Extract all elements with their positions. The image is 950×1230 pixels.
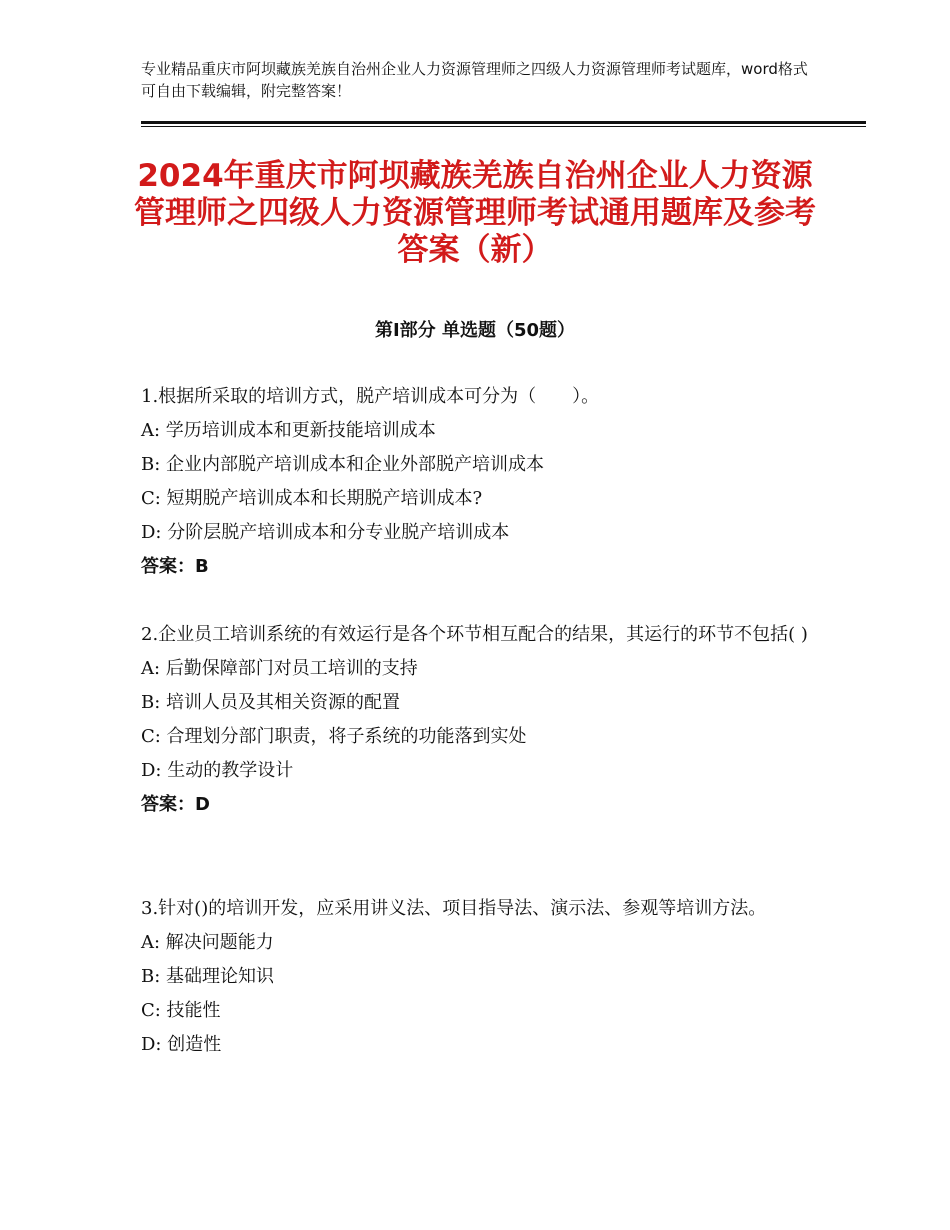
option-b: B: 培训人员及其相关资源的配置 — [141, 692, 401, 713]
option-c: C: 短期脱产培训成本和长期脱产培训成本? — [141, 488, 483, 509]
question-stem: 2.企业员工培训系统的有效运行是各个环节相互配合的结果，其运行的环节不包括( ) — [141, 624, 808, 645]
header-rule-thin — [141, 126, 866, 127]
question-stem: 1.根据所采取的培训方式，脱产培训成本可分为（ ）。 — [141, 386, 600, 407]
answer: 答案：D — [141, 794, 210, 815]
question-stem: 3.针对()的培训开发，应采用讲义法、项目指导法、演示法、参观等培训方法。 — [141, 898, 767, 919]
section-heading: 第Ⅰ部分 单选题（50题） — [374, 320, 575, 341]
question-3 — [141, 892, 811, 1062]
option-a: A: 后勤保障部门对员工培训的支持 — [141, 658, 418, 679]
question-1 — [141, 380, 811, 584]
header-note: 专业精品重庆市阿坝藏族羌族自治州企业人力资源管理师之四级人力资源管理师考试题库，word格式可自由下载编辑，附完整答案！ — [141, 60, 808, 100]
option-c: C: 合理划分部门职责，将子系统的功能落到实处 — [141, 726, 527, 747]
header-rule-thick — [141, 121, 866, 124]
question-2 — [141, 618, 811, 822]
option-a: A: 学历培训成本和更新技能培训成本 — [141, 420, 436, 441]
answer: 答案：B — [141, 556, 209, 577]
option-b: B: 企业内部脱产培训成本和企业外部脱产培训成本 — [141, 454, 545, 475]
option-a: A: 解决问题能力 — [141, 932, 274, 953]
option-d: D: 分阶层脱产培训成本和分专业脱产培训成本 — [141, 522, 510, 543]
option-b: B: 基础理论知识 — [141, 966, 275, 987]
document-title: 2024年重庆市阿坝藏族羌族自治州企业人力资源管理师之四级人力资源管理师考试通用题库及参考答案（新） — [134, 158, 816, 268]
option-c: C: 技能性 — [141, 1000, 221, 1021]
option-d: D: 生动的教学设计 — [141, 760, 294, 781]
option-d: D: 创造性 — [141, 1034, 222, 1055]
